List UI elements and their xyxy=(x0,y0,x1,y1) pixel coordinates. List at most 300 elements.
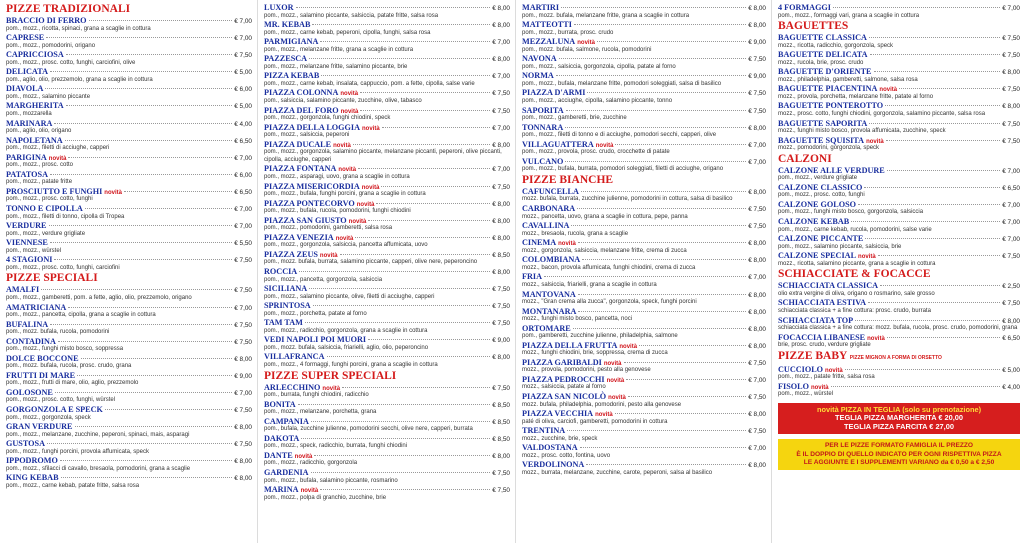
item-price: € 7,50 xyxy=(1002,137,1020,145)
item-name: CINEMA xyxy=(522,238,557,248)
menu-item xyxy=(522,375,766,392)
item-description: pom., mozz., carne kebab, insalata, cappuccio, pom. a fette, cipolla, salse varie xyxy=(264,80,475,87)
item-description: pom., mozz. bufala, salmone, rucola, pomodorini xyxy=(522,46,652,53)
item-description: pom., mozz., ricotta, spinaci, grana a scaglie in cottura xyxy=(6,25,151,32)
menu-item xyxy=(778,365,1020,382)
dot-leader xyxy=(321,75,490,76)
menu-item-header xyxy=(6,136,252,146)
menu-item xyxy=(522,140,766,157)
item-price: € 4,00 xyxy=(1002,383,1020,391)
menu-item-header xyxy=(6,204,252,214)
menu-item xyxy=(6,371,252,388)
menu-item-header xyxy=(264,199,510,209)
item-name: CONTADINA xyxy=(6,336,56,346)
novita-badge: novità xyxy=(595,142,614,149)
item-description: pom., mozz., filetti di tonno, cipolla di Tropea xyxy=(6,213,125,220)
dot-leader xyxy=(342,387,490,388)
item-name: VERDOLINONA xyxy=(522,460,585,470)
dot-leader xyxy=(597,41,746,42)
menu-item-header xyxy=(6,337,252,347)
item-price: € 8,50 xyxy=(492,251,510,259)
menu-item xyxy=(264,199,510,216)
item-name: SPRINTOSA xyxy=(264,301,311,311)
menu-item-header xyxy=(264,485,510,495)
item-name: PROSCIUTTO E FUNGHI xyxy=(6,186,103,196)
menu-item xyxy=(264,468,510,485)
item-price: € 7,50 xyxy=(492,286,510,294)
item-name: BAGUETTE CLASSICA xyxy=(778,33,867,43)
menu-item xyxy=(264,318,510,335)
item-name: MATTEOTTI xyxy=(522,20,572,30)
item-name: BAGUETTE D'ORIENTE xyxy=(778,67,872,77)
menu-item-header xyxy=(264,318,510,328)
dot-leader xyxy=(353,144,490,145)
menu-item xyxy=(264,267,510,284)
item-description: pom., mozz., prosc. cotto, funghi xyxy=(6,196,93,203)
item-price: € 6,50 xyxy=(234,188,252,196)
item-description: mozz., philadelphia, gamberetti, salmone, salsa rosa xyxy=(778,76,918,83)
item-description: pom., mozz., salsiccia, gorgonzola, cipolla, patate al forno xyxy=(522,63,676,70)
menu-item xyxy=(6,255,252,272)
item-price: € 7,50 xyxy=(748,107,766,115)
menu-item-header xyxy=(522,238,766,248)
item-price: € 7,50 xyxy=(1002,35,1020,43)
novita-badge: novità xyxy=(867,335,885,342)
item-price: € 4,00 xyxy=(234,120,252,128)
item-name: MARGHERITA xyxy=(6,101,64,111)
dot-leader xyxy=(124,191,232,192)
item-description: pom., mozz., polpa di granchio, zucchine, brie xyxy=(264,494,387,501)
menu-item xyxy=(522,341,766,358)
dot-leader xyxy=(855,320,1000,321)
dot-leader xyxy=(50,71,232,72)
dot-leader xyxy=(887,337,1000,338)
item-name: AMALFI xyxy=(6,285,40,295)
item-name: BRACCIO DI FERRO xyxy=(6,16,87,25)
item-price: € 7,00 xyxy=(492,124,510,132)
dot-leader xyxy=(561,7,746,8)
item-price: € 7,50 xyxy=(492,303,510,311)
item-description: paté di oliva, carciofi, gamberetti, pomodorini in cottura xyxy=(522,418,668,425)
novita-badge: novità xyxy=(879,87,898,94)
dot-leader xyxy=(571,225,746,226)
item-name: TAM TAM xyxy=(264,318,303,328)
menu-item xyxy=(6,187,252,204)
dot-leader xyxy=(885,105,1000,106)
menu-item-header xyxy=(6,371,252,381)
item-description: pom., mozz., salamino piccante, salsiccia, patate fritte, salsa rosa xyxy=(264,12,439,19)
menu-item xyxy=(522,358,766,375)
menu-item xyxy=(522,409,766,426)
dot-leader xyxy=(886,140,1000,141)
dot-leader xyxy=(105,409,232,410)
dot-leader xyxy=(368,339,490,340)
menu-item xyxy=(778,166,1020,183)
dot-leader xyxy=(864,187,1000,188)
dot-leader xyxy=(66,54,232,55)
dot-leader xyxy=(60,460,232,461)
item-description: mozz., zucchine, brie, speck xyxy=(522,435,598,442)
dot-leader xyxy=(565,127,746,128)
section-heading xyxy=(778,20,1020,33)
menu-item-header xyxy=(264,71,510,81)
menu-item-header xyxy=(6,439,252,449)
dot-leader xyxy=(46,37,232,38)
item-description: pom., mozz., filetti di acciughe, capperi xyxy=(6,145,110,152)
menu-item xyxy=(522,307,766,324)
item-description: pom., mozz., porchetta, patate al forno xyxy=(264,310,367,317)
item-price: € 8,00 xyxy=(748,188,766,196)
menu-item xyxy=(6,204,252,221)
dot-leader xyxy=(68,157,232,158)
item-description: pom., mozz., melanzane, porchetta, grana xyxy=(264,409,377,416)
menu-item-header xyxy=(778,101,1020,111)
novita-badge: novità xyxy=(333,142,351,149)
item-price: € 7,00 xyxy=(234,154,252,162)
menu-item xyxy=(778,3,1020,20)
item-description: pom., mozz., verdure grigliate xyxy=(6,230,86,237)
novita-badge: novità xyxy=(361,184,380,191)
section-heading xyxy=(522,174,766,187)
section-heading xyxy=(264,370,510,383)
item-description: pom., mozz., salsiccia, peperoni xyxy=(264,132,350,139)
item-name: CALZONE ALLE VERDURE xyxy=(778,165,885,175)
menu-item xyxy=(6,16,252,33)
dot-leader xyxy=(65,140,233,141)
menu-item xyxy=(264,335,510,352)
dot-leader xyxy=(845,369,1001,370)
item-description: mozz., prosc. cotto, fontina, uovo xyxy=(522,452,611,459)
item-description: pom., mozz., prosc. cotto, funghi, würstel xyxy=(6,397,116,404)
menu-item xyxy=(264,417,510,434)
item-name: TONNARA xyxy=(522,122,564,132)
item-description: pom., aglio, olio, origano xyxy=(6,128,72,135)
item-description: mozz., salsiccia, friarielli, grana a scaglie in cottura xyxy=(522,281,657,288)
item-price: € 7,00 xyxy=(748,158,766,166)
menu-item-header xyxy=(778,119,1020,129)
novita-badge: novità xyxy=(348,218,367,225)
menu-item-header xyxy=(778,50,1020,60)
item-description: pom., mozz., formaggi vari, grana a scaglie in cottura xyxy=(778,12,920,19)
item-price: € 7,50 xyxy=(234,407,252,415)
dot-leader xyxy=(75,426,233,427)
menu-item xyxy=(778,298,1020,315)
item-price: € 8,50 xyxy=(492,435,510,443)
item-price: € 9,00 xyxy=(492,337,510,345)
dot-leader xyxy=(309,58,490,59)
menu-item xyxy=(264,233,510,250)
item-price: € 8,00 xyxy=(748,462,766,470)
item-name: VERDURE xyxy=(6,221,47,231)
item-description: pom., mozz., bufala, burrata, pomodori soleggiati, filetti di acciughe, origano xyxy=(522,166,724,173)
item-price: € 7,00 xyxy=(748,445,766,453)
item-name: PIAZZA DELLA LOGGIA xyxy=(264,122,360,132)
item-name: ARLECCHINO xyxy=(264,382,321,392)
item-description: pom., mozz., bufala, melanzane fritte, pomodori soleggiati, salsa di basilico xyxy=(522,80,722,87)
dot-leader xyxy=(340,254,491,255)
menu-item xyxy=(264,301,510,318)
menu-item xyxy=(522,20,766,37)
item-description: mozz., pancetta, uovo, grana a scaglie in cottura, pepe, panna xyxy=(522,213,688,220)
menu-item-header xyxy=(264,468,510,478)
menu-item xyxy=(6,285,252,302)
menu-item xyxy=(522,3,766,20)
menu-item-header xyxy=(778,298,1020,308)
item-name: VEDI NAPOLI POI MUORI xyxy=(264,335,367,345)
item-description: pom., mozz. bufala, melanzane fritte, grana a scaglie in cottura xyxy=(522,12,690,19)
item-price: € 6,00 xyxy=(234,171,252,179)
section-heading xyxy=(6,272,252,285)
section-title: BAGUETTES xyxy=(778,20,849,33)
item-name: MARTIRI xyxy=(522,3,560,12)
menu-item xyxy=(6,170,252,187)
menu-item xyxy=(778,67,1020,84)
item-price: € 5,00 xyxy=(234,103,252,111)
item-description: mozz., rucola, brie, prosc. crudo xyxy=(778,59,864,66)
item-description: mozz., ricotta, radicchio, gorgonzola, speck xyxy=(778,42,894,49)
item-name: NAPOLETANA xyxy=(6,135,63,145)
item-price: € 9,00 xyxy=(234,372,252,380)
menu-item-header xyxy=(522,324,766,334)
menu-item xyxy=(522,54,766,71)
item-description: mozz., funghi misto bosco, provola affumicata, zucchine, speck xyxy=(778,128,946,135)
item-description: pom., mozz., prosc. cotto xyxy=(6,162,74,169)
item-name: 4 STAGIONI xyxy=(6,255,53,265)
item-name: PARIGINA xyxy=(6,152,47,162)
novita-badge: novità xyxy=(558,241,576,248)
menu-item-header xyxy=(264,400,510,410)
dot-leader xyxy=(887,170,1000,171)
menu-item-header xyxy=(522,187,766,197)
item-description: pom., mozz., melanzane fritte, salamino piccante, brie xyxy=(264,63,408,70)
item-description: pom., mozz., carne kebab, patate fritte, salsa rosa xyxy=(6,482,140,489)
item-price: € 6,50 xyxy=(1002,184,1020,192)
item-price: € 8,00 xyxy=(492,56,510,64)
item-name: DOLCE BOCCONE xyxy=(6,353,79,363)
item-price: € 7,00 xyxy=(492,73,510,81)
menu-item-header xyxy=(778,333,1020,343)
dot-leader xyxy=(565,161,746,162)
item-price: € 7,50 xyxy=(748,394,766,402)
dot-leader xyxy=(320,489,490,490)
item-description: pom., mozzarella xyxy=(6,110,52,117)
dot-leader xyxy=(50,242,232,243)
item-description: pom., mozz., burrata, prosc. crudo xyxy=(522,29,614,36)
item-price: € 7,50 xyxy=(234,338,252,346)
item-description: pom., mozz., salamino piccante xyxy=(6,93,91,100)
menu-item-header xyxy=(264,3,510,13)
item-name: VULCANO xyxy=(522,156,564,166)
dot-leader xyxy=(314,455,490,456)
item-price: € 7,50 xyxy=(748,359,766,367)
menu-item-header xyxy=(264,37,510,47)
menu-item xyxy=(522,460,766,477)
item-description: pom., mozz., speck, radicchio, burrata, funghi chiodini xyxy=(264,443,408,450)
menu-item xyxy=(6,84,252,101)
item-name: CAVALLINA xyxy=(522,221,570,231)
dot-leader xyxy=(851,221,1000,222)
item-name: PIAZZA SAN NICOLÒ xyxy=(522,392,607,402)
promo-line-3: TEGLIA PIZZA FARCITA € 27,00 xyxy=(844,421,954,431)
item-price: € 7,50 xyxy=(492,107,510,115)
menu-item-header xyxy=(264,352,510,362)
item-description: brie, prosc. crudo, verdure grigliate xyxy=(778,342,871,349)
menu-item xyxy=(6,136,252,153)
novita-badge: novità xyxy=(603,360,622,367)
item-price: € 7,00 xyxy=(234,304,252,312)
dot-leader xyxy=(874,71,1001,72)
item-description: mozz., pomodorini, gorgonzola, speck xyxy=(778,145,880,152)
dot-leader xyxy=(309,288,490,289)
item-price: € 8,00 xyxy=(492,141,510,149)
item-price: € 8,50 xyxy=(492,401,510,409)
dot-leader xyxy=(544,276,746,277)
menu-item-header xyxy=(6,285,252,295)
item-description: pom., mozz., bufala, rucola, pomodorini, funghi chiodini xyxy=(264,208,411,215)
menu-item xyxy=(6,119,252,136)
menu-item xyxy=(522,37,766,54)
novita-badge: novità xyxy=(810,384,829,391)
menu-item-header xyxy=(778,316,1020,326)
item-price: € 2,50 xyxy=(1002,283,1020,291)
menu-item xyxy=(264,123,510,140)
menu-item-header xyxy=(6,67,252,77)
menu-item xyxy=(6,422,252,439)
item-name: BUFALINA xyxy=(6,319,49,329)
novita-badge: novità xyxy=(608,395,626,402)
novita-badge: novità xyxy=(104,189,122,196)
item-name: PIAZZA VENEZIA xyxy=(264,232,334,242)
item-description: pom., mozz., gorgonzola, salsiccia, pancetta affumicata, uovo xyxy=(264,242,428,249)
item-price: € 6,00 xyxy=(234,86,252,94)
dot-leader xyxy=(559,58,747,59)
menu-item xyxy=(778,101,1020,118)
item-price: € 7,00 xyxy=(1002,167,1020,175)
menu-item xyxy=(264,485,510,502)
dot-leader xyxy=(615,413,746,414)
item-name: VIENNESE xyxy=(6,238,48,248)
menu-item-header xyxy=(778,136,1020,146)
item-name: PAZZESCA xyxy=(264,54,308,64)
item-price: € 7,50 xyxy=(1002,253,1020,261)
item-price: € 8,00 xyxy=(234,458,252,466)
item-description: mozz., provola, porchetta, melanzane fritte, patate al forno xyxy=(778,93,934,100)
item-description: pom., mozz., salamino piccante, salsiccia, brie xyxy=(778,243,902,250)
dot-leader xyxy=(869,37,1000,38)
menu-item-header xyxy=(264,182,510,192)
section-title: PIZZE TRADIZIONALI xyxy=(6,3,131,15)
item-price: € 7,00 xyxy=(748,141,766,149)
menu-item-header xyxy=(522,157,766,167)
menu-item-header xyxy=(778,251,1020,261)
menu-item xyxy=(778,84,1020,101)
item-price: € 7,00 xyxy=(492,166,510,174)
section-title: PIZZE BIANCHE xyxy=(522,173,614,186)
menu-item-header xyxy=(6,50,252,60)
item-name: TRENTINA xyxy=(522,426,566,436)
item-description: pom., mozz., prosc. cotto, funghi, carciofini xyxy=(6,264,120,271)
item-name: CALZONE GOLOSO xyxy=(778,199,857,209)
menu-item-header xyxy=(778,200,1020,210)
menu-item-header xyxy=(264,140,510,150)
dot-leader xyxy=(581,191,746,192)
menu-item-header xyxy=(778,234,1020,244)
menu-item xyxy=(778,183,1020,200)
section-title: CALZONI xyxy=(778,152,832,165)
menu-item-header xyxy=(522,358,766,368)
menu-item-header xyxy=(264,164,510,174)
item-price: € 7,50 xyxy=(1002,86,1020,94)
item-name: 4 FORMAGGI xyxy=(778,3,831,12)
dot-leader xyxy=(320,41,490,42)
menu-item-header xyxy=(522,106,766,116)
item-name: BAGUETTE PONTEROTTO xyxy=(778,101,884,111)
menu-item-header xyxy=(522,341,766,351)
dot-leader xyxy=(626,379,746,380)
dot-leader xyxy=(312,24,490,25)
dot-leader xyxy=(296,7,491,8)
menu-item xyxy=(522,204,766,221)
item-description: pom., mozz., funghi porcini, provola affumicata, speck xyxy=(6,448,149,455)
menu-item-header xyxy=(522,426,766,436)
dot-leader xyxy=(47,443,232,444)
menu-item xyxy=(778,119,1020,136)
menu-item xyxy=(778,333,1020,350)
dot-leader xyxy=(68,307,232,308)
item-price: € 8,00 xyxy=(492,269,510,276)
item-price: € 5,50 xyxy=(234,240,252,248)
menu-item xyxy=(778,234,1020,251)
item-price: € 7,50 xyxy=(234,321,252,329)
novita-badge: novità xyxy=(356,201,375,208)
item-price: € 8,00 xyxy=(1002,69,1020,77)
item-name: PIAZZA PEDROCCHI xyxy=(522,374,605,384)
menu-item-header xyxy=(522,54,766,64)
dot-leader xyxy=(381,186,490,187)
item-price: € 8,00 xyxy=(492,200,510,208)
menu-item-header xyxy=(264,267,510,277)
menu-item xyxy=(264,106,510,123)
item-price: € 8,00 xyxy=(748,291,766,299)
item-description: pom., mozz., melanzane, zucchine, peperoni, spinaci, mais, asparagi xyxy=(6,431,190,438)
item-description: schiacciata classica + a fine cottura: mozz. bufala, rucola, prosc. crudo, pomodorini, grana xyxy=(778,325,1018,331)
item-name: PIAZZA GARIBALDI xyxy=(522,357,602,367)
item-name: IPPODROMO xyxy=(6,456,58,466)
dot-leader xyxy=(376,203,490,204)
menu-item-header xyxy=(6,303,252,313)
menu-item xyxy=(6,456,252,473)
item-description: pom., mozz., 4 formaggi, funghi porcini, grana a scaglie in cottura xyxy=(264,361,438,368)
item-name: CALZONE CLASSICO xyxy=(778,182,863,192)
menu-item xyxy=(522,443,766,460)
item-description: pom., mozz., sfilacci di cavallo, bresaola, pomodorini, grana a scaglie xyxy=(6,465,191,472)
menu-item xyxy=(522,221,766,238)
item-name: GOLOSONE xyxy=(6,387,53,397)
menu-item xyxy=(522,238,766,255)
dot-leader xyxy=(869,123,1000,124)
item-name: PIZZA KEBAB xyxy=(264,71,320,81)
item-description: pom., mozz., provola, prosc. crudo, crocchette di patate xyxy=(522,149,670,156)
novita-badge: novità xyxy=(294,453,313,460)
menu-item xyxy=(6,439,252,456)
item-name: MEZZALUNA xyxy=(522,37,576,47)
dot-leader xyxy=(899,88,1000,89)
item-price: € 7,50 xyxy=(234,52,252,60)
dot-leader xyxy=(624,362,747,363)
dot-leader xyxy=(831,386,1001,387)
menu-item-header xyxy=(6,187,252,197)
dot-leader xyxy=(628,396,746,397)
